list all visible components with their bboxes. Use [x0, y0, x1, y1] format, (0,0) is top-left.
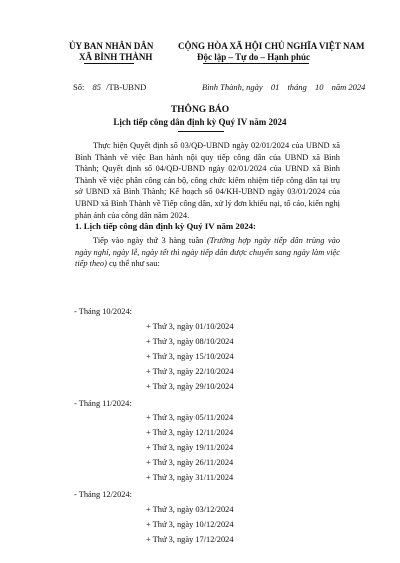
- national-motto: Độc lập – Tự do – Hạnh phúc: [197, 52, 311, 62]
- intro-paragraph: Thực hiện Quyết định số 03/QĐ-UBND ngày 02/01/2024 của UBND xã Bình Thành về việc Ban hành nội quy tiếp công dân của UBND xã Bình Thành; Quyết định số 04/QĐ-UBND ngày 02/01/2024 của UBND xã Bình Thành về việc phân công cán bộ, công chức kiêm nhiệm tiếp công dân tại trụ sở UBND xã Bình Thành; Kế hoạch số 04/KH-UBND ngày 03/01/2024 của UBND xã Bình Thành về Tiếp công dân, xử lý đơn khiếu nại, tố cáo, kiến nghị phản ánh của công dân năm 2024.: [75, 141, 340, 220]
- schedule-day: + Thứ 3, ngày 31/11/2024: [146, 473, 234, 482]
- schedule-day: + Thứ 3, ngày 12/11/2024: [146, 428, 234, 437]
- date-month-word: tháng: [287, 82, 307, 92]
- schedule-day: + Thứ 3, ngày 03/12/2024: [146, 505, 234, 514]
- document-number: [73, 82, 146, 92]
- notice-title: THÔNG BÁO: [170, 105, 230, 115]
- national-title: CỘNG HÒA XÃ HỘI CHỦ NGHĨA VIỆT NAM: [178, 41, 365, 51]
- section-1-paragraph: [75, 235, 340, 270]
- place-date-text: Bình Thành, ngày: [202, 82, 263, 92]
- agency-underline: [84, 63, 134, 64]
- title-underline: [178, 131, 224, 132]
- place-date: [202, 82, 365, 92]
- schedule-day: + Thứ 3, ngày 01/10/2024: [146, 322, 234, 331]
- notice-subtitle: Lịch tiếp công dân định kỳ Quý IV năm 2024: [113, 117, 287, 127]
- section-1-text-italic: (Trường hợp ngày tiếp dân trùng vào ngày nghỉ, ngày lễ, ngày tết thì ngày tiếp dân được chuyển sang ngày làm việc tiếp theo): [75, 236, 340, 269]
- month-label: - Tháng 10/2024:: [74, 307, 132, 316]
- schedule-day: + Thứ 3, ngày 26/11/2024: [146, 458, 234, 467]
- section-1-text-start: Tiếp vào ngày thứ 3 hàng tuần: [93, 236, 207, 245]
- schedule-day: + Thứ 3, ngày 05/11/2024: [146, 413, 234, 422]
- schedule-day: + Thứ 3, ngày 17/12/2024: [146, 535, 234, 544]
- number-value: 85: [92, 82, 101, 92]
- schedule-day: + Thứ 3, ngày 10/12/2024: [146, 520, 234, 529]
- schedule-day: + Thứ 3, ngày 29/10/2024: [146, 382, 234, 391]
- date-month: 10: [314, 82, 324, 92]
- schedule-day: + Thứ 3, ngày 15/10/2024: [146, 352, 234, 361]
- date-year: năm 2024: [331, 82, 366, 92]
- agency-commune: XÃ BÌNH THÀNH: [79, 52, 153, 62]
- schedule-day: + Thứ 3, ngày 22/10/2024: [146, 367, 234, 376]
- motto-underline: [203, 63, 309, 64]
- month-label: - Tháng 12/2024:: [74, 490, 132, 499]
- number-suffix: /TB-UBND: [106, 82, 147, 92]
- month-label: - Tháng 11/2024:: [74, 399, 132, 408]
- date-day: 01: [270, 82, 280, 92]
- agency-name: ỦY BAN NHÂN DÂN: [69, 41, 154, 51]
- schedule-day: + Thứ 3, ngày 08/10/2024: [146, 337, 234, 346]
- section-1-text-end: cụ thể như sau:: [106, 259, 160, 269]
- schedule-day: + Thứ 3, ngày 19/11/2024: [146, 443, 234, 452]
- number-prefix: Số:: [73, 82, 85, 92]
- section-1-heading: 1. Lịch tiếp công dân định kỳ Quý IV năm 2024:: [75, 221, 256, 231]
